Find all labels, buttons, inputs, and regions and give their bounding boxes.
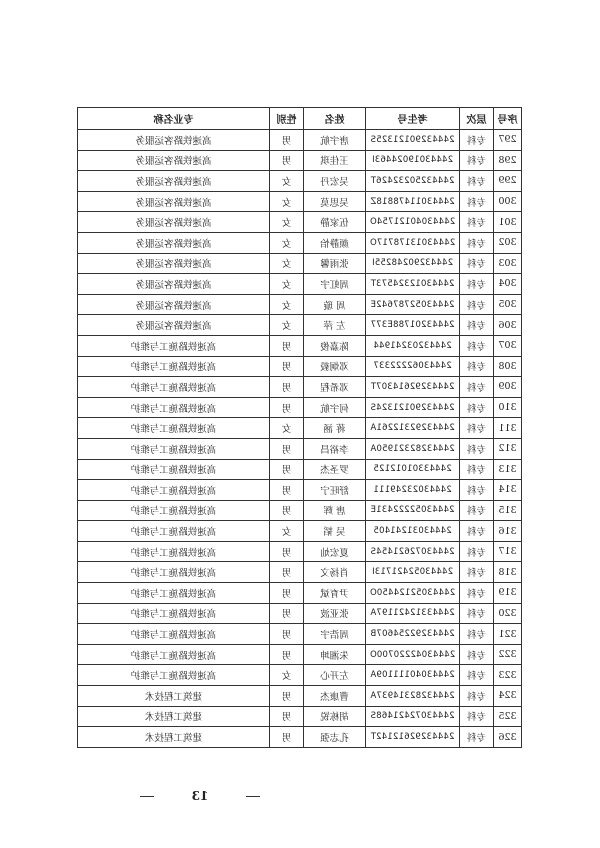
cell-exam-id: 24443292312261A [366,418,460,439]
cell-exam-id: 24443250232426T [366,171,460,192]
cell-exam-id: 24443013178717O [366,232,460,253]
table-row [78,686,522,707]
cell-major: 高速铁路客运服务 [78,315,270,336]
cell-exam-id: 24443072421468S [366,706,460,727]
cell-major: 高速铁路施工与维护 [78,541,270,562]
cell-gender: 男 [270,397,304,418]
cell-name: 罗圣杰 [304,459,366,480]
cell-major: 高速铁路客运服务 [78,253,270,274]
table-row [78,418,522,439]
cell-index: 304 [494,274,522,295]
cell-name: 伍家静 [304,212,366,233]
cell-level: 专科 [460,171,494,192]
page-number: 13 [191,789,209,803]
cell-exam-id: 24443292612142T [366,727,460,748]
cell-name: 颜静怡 [304,232,366,253]
header-index: 序号 [494,108,522,130]
cell-gender: 男 [270,438,304,459]
cell-exam-id: 24443203241944 [366,335,460,356]
cell-exam-id: 24443201788E377 [366,315,460,336]
cell-level: 专科 [460,541,494,562]
cell-level: 专科 [460,294,494,315]
cell-index: 319 [494,583,522,604]
cell-exam-id: 24443052421713I [366,562,460,583]
cell-level: 专科 [460,500,494,521]
table-row [78,727,522,748]
cell-major: 高速铁路施工与维护 [78,521,270,542]
cell-level: 专科 [460,686,494,707]
cell-level: 专科 [460,274,494,295]
cell-level: 专科 [460,335,494,356]
table-row [78,191,522,212]
cell-exam-id: 24443290121325S [366,130,460,151]
cell-index: 300 [494,191,522,212]
cell-level: 专科 [460,150,494,171]
cell-major: 高速铁路客运服务 [78,294,270,315]
cell-index: 306 [494,315,522,336]
cell-level: 专科 [460,397,494,418]
cell-index: 324 [494,686,522,707]
cell-level: 专科 [460,480,494,501]
cell-gender: 男 [270,500,304,521]
cell-index: 309 [494,377,522,398]
table-row [78,644,522,665]
table-row [78,150,522,171]
cell-major: 高速铁路施工与维护 [78,624,270,645]
cell-index: 305 [494,294,522,315]
table-row [78,171,522,192]
cell-major: 高速铁路客运服务 [78,191,270,212]
cell-level: 专科 [460,212,494,233]
cell-major: 高速铁路施工与维护 [78,356,270,377]
table-row [78,356,522,377]
header-level: 层次 [460,108,494,130]
cell-index: 298 [494,150,522,171]
cell-exam-id: 24443040111109A [366,665,460,686]
cell-level: 专科 [460,377,494,398]
cell-level: 专科 [460,562,494,583]
cell-gender: 女 [270,171,304,192]
cell-name: 曹康杰 [304,686,366,707]
cell-gender: 女 [270,418,304,439]
cell-exam-id: 24443052222431E [366,500,460,521]
cell-level: 专科 [460,191,494,212]
cell-name: 吴 韬 [304,521,366,542]
cell-level: 专科 [460,665,494,686]
cell-index: 316 [494,521,522,542]
table-row [78,583,522,604]
cell-major: 高速铁路客运服务 [78,130,270,151]
cell-name: 周虹宇 [304,274,366,295]
cell-exam-id: 24443282321950A [366,438,460,459]
cell-gender: 女 [270,212,304,233]
header-gender: 性别 [270,108,304,130]
footer-dash-right [140,796,154,797]
table-row [78,315,522,336]
cell-level: 专科 [460,130,494,151]
cell-gender: 女 [270,521,304,542]
cell-gender: 女 [270,232,304,253]
cell-exam-id: 24443012324573T [366,274,460,295]
table-header-row [78,108,522,130]
cell-major: 高速铁路施工与维护 [78,603,270,624]
header-major: 专业名称 [78,108,270,130]
footer-dash-left [246,796,260,797]
cell-gender: 女 [270,253,304,274]
cell-index: 323 [494,665,522,686]
cell-level: 专科 [460,583,494,604]
table-row [78,294,522,315]
cell-major: 高速铁路施工与维护 [78,377,270,398]
cell-level: 专科 [460,253,494,274]
cell-index: 307 [494,335,522,356]
page-footer [0,786,600,806]
table-row [78,480,522,501]
cell-exam-id: 24443031241405 [366,521,460,542]
cell-name: 尹育斌 [304,583,366,604]
table-row [78,562,522,583]
cell-major: 高速铁路施工与维护 [78,397,270,418]
cell-name: 左开心 [304,665,366,686]
cell-level: 专科 [460,727,494,748]
cell-gender: 男 [270,562,304,583]
table-row [78,500,522,521]
cell-index: 312 [494,438,522,459]
cell-major: 建筑工程技术 [78,686,270,707]
cell-gender: 男 [270,150,304,171]
cell-level: 专科 [460,232,494,253]
cell-major: 高速铁路施工与维护 [78,644,270,665]
cell-name: 吴思莫 [304,191,366,212]
cell-name: 夏宏灿 [304,541,366,562]
cell-gender: 女 [270,274,304,295]
cell-name: 朱湘坤 [304,644,366,665]
cell-name: 周 璇 [304,294,366,315]
cell-exam-id: 24443072621454S [366,541,460,562]
cell-index: 308 [494,356,522,377]
cell-index: 301 [494,212,522,233]
cell-index: 297 [494,130,522,151]
cell-exam-id: 24443301012125 [366,459,460,480]
cell-name: 左 萍 [304,315,366,336]
cell-major: 高速铁路施工与维护 [78,583,270,604]
cell-name: 唐 辉 [304,500,366,521]
cell-major: 高速铁路客运服务 [78,150,270,171]
cell-gender: 男 [270,335,304,356]
cell-major: 建筑工程技术 [78,727,270,748]
cell-major: 高速铁路施工与维护 [78,438,270,459]
table-row [78,212,522,233]
cell-gender: 男 [270,624,304,645]
cell-name: 周浩宇 [304,624,366,645]
table-row [78,603,522,624]
cell-name: 邓炯毅 [304,356,366,377]
cell-level: 专科 [460,706,494,727]
cell-index: 310 [494,397,522,418]
cell-exam-id: 24443292614307T [366,377,460,398]
table-row [78,274,522,295]
cell-exam-id: 24443023249111 [366,480,460,501]
cell-index: 320 [494,603,522,624]
cell-major: 高速铁路施工与维护 [78,459,270,480]
cell-index: 313 [494,459,522,480]
cell-major: 高速铁路施工与维护 [78,665,270,686]
cell-name: 胡栋锐 [304,706,366,727]
cell-name: 张亚波 [304,603,366,624]
cell-name: 蒋 涵 [304,418,366,439]
cell-level: 专科 [460,438,494,459]
cell-exam-id: 24443040121754O [366,212,460,233]
table-row [78,665,522,686]
cell-gender: 女 [270,294,304,315]
cell-name: 舒旺宁 [304,480,366,501]
cell-gender: 男 [270,541,304,562]
cell-major: 高速铁路客运服务 [78,212,270,233]
cell-index: 302 [494,232,522,253]
cell-index: 311 [494,418,522,439]
table-row [78,397,522,418]
cell-index: 317 [494,541,522,562]
table-row [78,459,522,480]
cell-name: 李裕昌 [304,438,366,459]
cell-gender: 男 [270,644,304,665]
cell-name: 吴宏丹 [304,171,366,192]
cell-name: 张雨馨 [304,253,366,274]
table-row [78,253,522,274]
cell-index: 303 [494,253,522,274]
cell-gender: 女 [270,191,304,212]
cell-level: 专科 [460,521,494,542]
header-name: 姓名 [304,108,366,130]
cell-major: 高速铁路施工与维护 [78,418,270,439]
cell-index: 318 [494,562,522,583]
cell-gender: 女 [270,665,304,686]
cell-exam-id: 24443312421197A [366,603,460,624]
cell-index: 326 [494,727,522,748]
cell-name: 陈嘉俊 [304,335,366,356]
cell-major: 高速铁路施工与维护 [78,335,270,356]
cell-gender: 女 [270,315,304,336]
header-exam-id: 考生号 [366,108,460,130]
cell-gender: 男 [270,130,304,151]
table-row [78,232,522,253]
cell-level: 专科 [460,356,494,377]
cell-index: 299 [494,171,522,192]
cell-name: 何宇航 [304,397,366,418]
cell-index: 322 [494,644,522,665]
table-row [78,438,522,459]
cell-exam-id: 24443042220700O [366,644,460,665]
cell-exam-id: 24443290248255I [366,253,460,274]
cell-index: 314 [494,480,522,501]
table-row [78,130,522,151]
admission-list-table [77,107,522,748]
cell-name: 孔志强 [304,727,366,748]
cell-major: 高速铁路施工与维护 [78,562,270,583]
cell-exam-id: 24443290121324S [366,397,460,418]
cell-level: 专科 [460,624,494,645]
cell-index: 321 [494,624,522,645]
cell-name: 邓希程 [304,377,366,398]
cell-level: 专科 [460,603,494,624]
cell-gender: 男 [270,459,304,480]
table-row [78,541,522,562]
cell-major: 高速铁路施工与维护 [78,500,270,521]
table-row [78,521,522,542]
cell-exam-id: 24443292254607B [366,624,460,645]
cell-exam-id: 24443019024463I [366,150,460,171]
cell-major: 高速铁路施工与维护 [78,480,270,501]
cell-level: 专科 [460,418,494,439]
cell-major: 高速铁路客运服务 [78,171,270,192]
cell-index: 315 [494,500,522,521]
cell-level: 专科 [460,459,494,480]
cell-gender: 男 [270,727,304,748]
cell-major: 高速铁路客运服务 [78,274,270,295]
table-row [78,377,522,398]
table-row [78,335,522,356]
cell-gender: 男 [270,377,304,398]
cell-name: 肖扬文 [304,562,366,583]
cell-major: 建筑工程技术 [78,706,270,727]
cell-exam-id: 24443062222337 [366,356,460,377]
cell-gender: 男 [270,706,304,727]
cell-gender: 男 [270,356,304,377]
table-row [78,706,522,727]
cell-index: 325 [494,706,522,727]
cell-gender: 男 [270,686,304,707]
cell-exam-id: 24443052124450O [366,583,460,604]
cell-exam-id: 24443052787642E [366,294,460,315]
cell-name: 唐宇航 [304,130,366,151]
cell-level: 专科 [460,315,494,336]
table-row [78,624,522,645]
cell-level: 专科 [460,644,494,665]
cell-name: 王佳琪 [304,150,366,171]
cell-exam-id: 24443282314937A [366,686,460,707]
cell-gender: 男 [270,583,304,604]
cell-gender: 男 [270,603,304,624]
cell-major: 高速铁路客运服务 [78,232,270,253]
cell-exam-id: 24443011478818Z [366,191,460,212]
cell-gender: 男 [270,480,304,501]
